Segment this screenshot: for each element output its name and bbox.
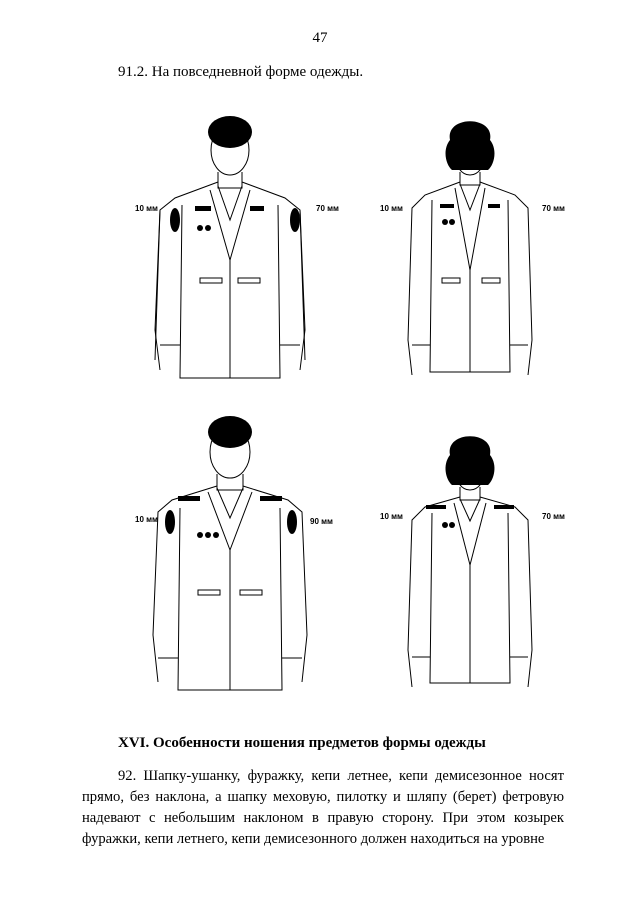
measure-right-1: 70 мм bbox=[316, 204, 339, 213]
measure-left-4: 10 мм bbox=[380, 512, 403, 521]
measure-right-2: 70 мм bbox=[542, 204, 565, 213]
measure-left-3: 10 мм bbox=[135, 515, 158, 524]
measure-left-2: 10 мм bbox=[380, 204, 403, 213]
measure-right-4: 70 мм bbox=[542, 512, 565, 521]
measure-right-3: 90 мм bbox=[310, 517, 333, 526]
page-number: 47 bbox=[312, 30, 328, 46]
measure-left-1: 10 мм bbox=[135, 204, 158, 213]
body-paragraph: 92. Шапку-ушанку, фуражку, кепи летнее, кепи демисезонное носят прямо, без наклона, а шапку меховую, пилотку и шляпу (берет) фетровую надевают с небольшим наклоном в правую сторону. При этом козырек фуражки, кепи летнего, кепи демисезонного должен находиться на уровне bbox=[82, 768, 564, 847]
uniform-figure-woman-tunic bbox=[390, 425, 550, 700]
subheading: 91.2. На повседневной форме одежды. bbox=[118, 64, 364, 80]
section-heading: XVI. Особенности ношения предметов формы одежды bbox=[118, 735, 486, 751]
uniform-figure-woman-jacket bbox=[390, 110, 550, 390]
uniform-figure-man-tunic bbox=[120, 410, 330, 700]
uniform-figure-man-jacket bbox=[120, 110, 330, 390]
